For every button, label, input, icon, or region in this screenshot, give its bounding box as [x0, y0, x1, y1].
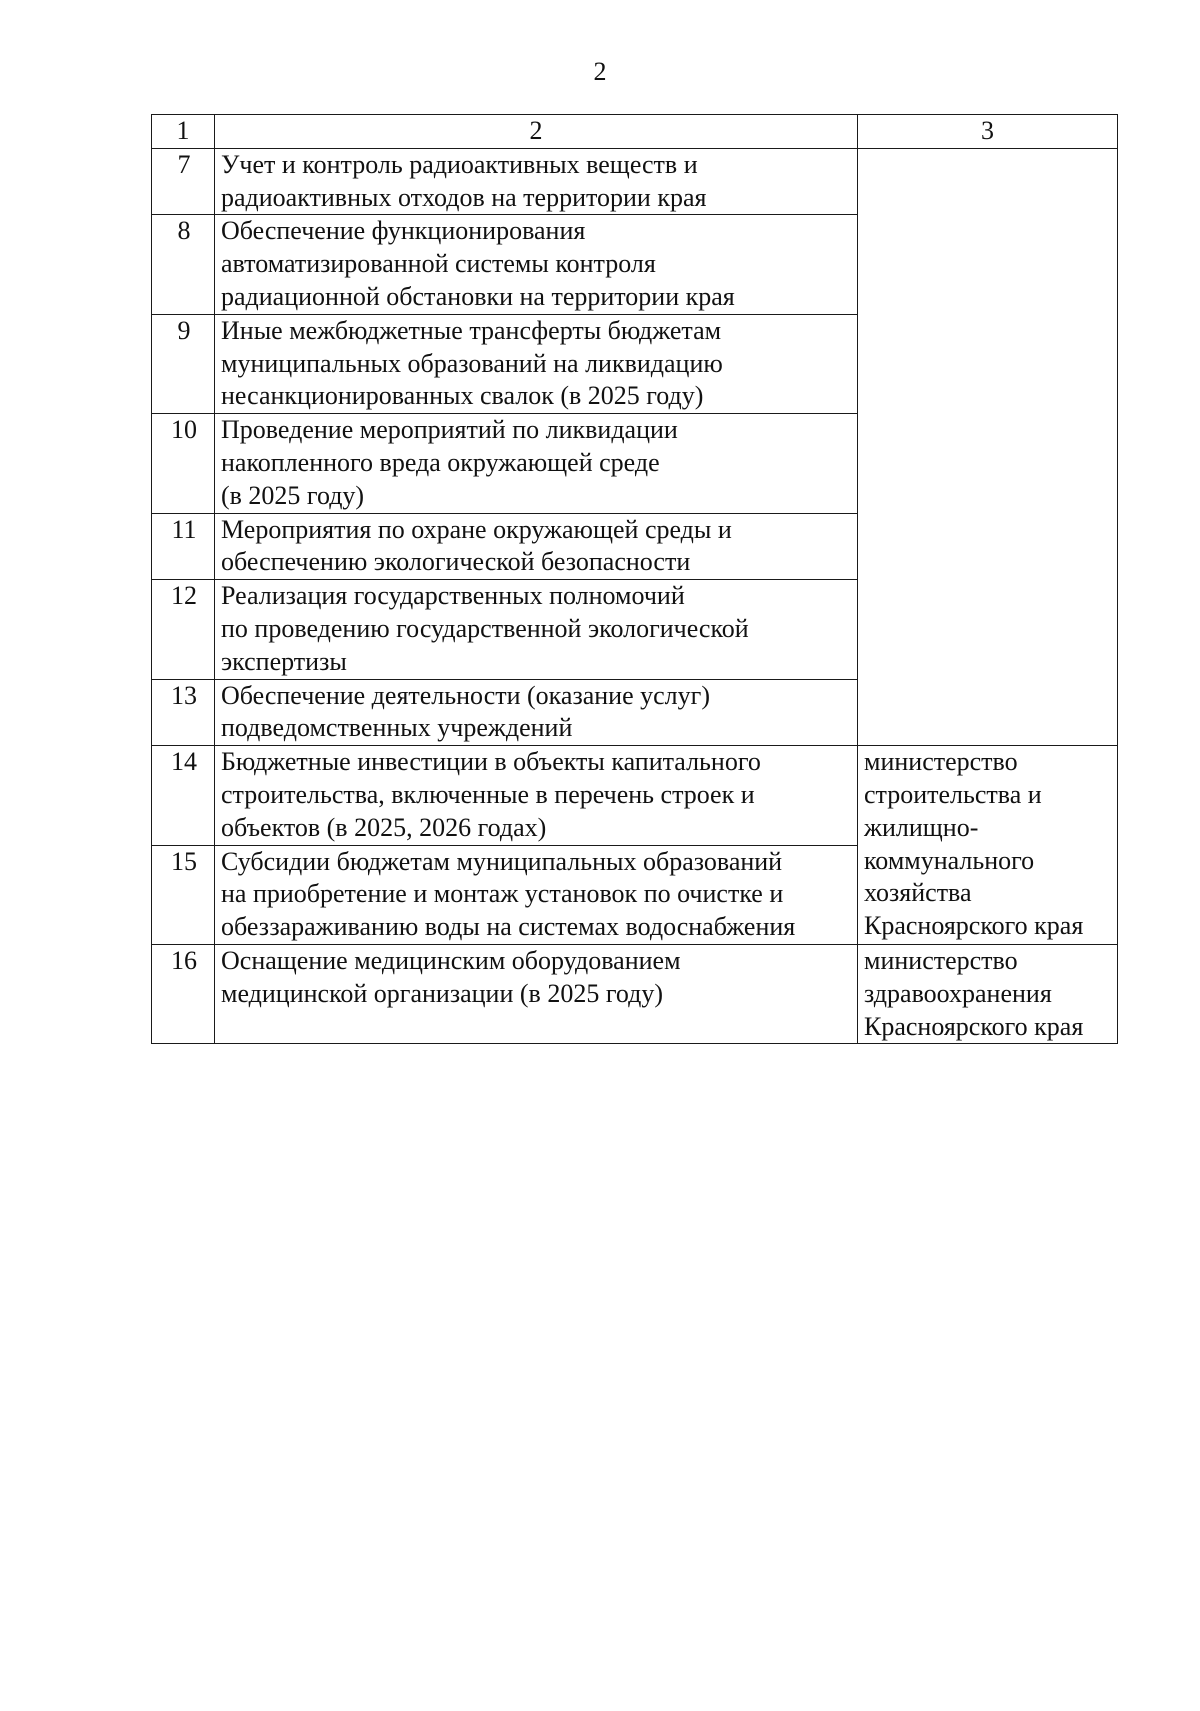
description-line: Оснащение медицинским оборудованием — [221, 945, 681, 975]
description-line: Обеспечение функционирования — [221, 216, 586, 246]
row-description — [215, 845, 858, 944]
description-line: автоматизированной системы контроля — [221, 249, 656, 279]
description-line: строительства, включенные в перечень строек и — [221, 779, 755, 809]
row-number: 8 — [152, 215, 215, 314]
responsible-line: Красноярского края — [864, 911, 1084, 941]
responsible-line: министерство — [864, 747, 1018, 777]
document-table — [151, 114, 1118, 1044]
table-row — [152, 746, 1118, 845]
column-header-3: 3 — [858, 115, 1118, 149]
page-number: 2 — [593, 57, 607, 86]
table-row — [152, 148, 1118, 215]
description-line: Субсидии бюджетам муниципальных образований — [221, 846, 783, 876]
row-number: 10 — [152, 414, 215, 513]
description-line: на приобретение и монтаж установок по очистке и — [221, 879, 784, 909]
responsible-ministry-construction — [858, 746, 1118, 945]
responsible-cell-empty — [858, 148, 1118, 745]
description-line: Бюджетные инвестиции в объекты капитального — [221, 747, 761, 777]
row-description — [215, 215, 858, 314]
row-number: 14 — [152, 746, 215, 845]
description-line: Реализация государственных полномочий — [221, 581, 685, 611]
description-line: Проведение мероприятий по ликвидации — [221, 415, 678, 445]
row-description — [215, 580, 858, 679]
description-line: Мероприятия по охране окружающей среды и — [221, 514, 732, 544]
responsible-line: Красноярского края — [864, 1011, 1084, 1041]
responsible-line: жилищно- — [864, 812, 979, 842]
responsible-line: здравоохранения — [864, 978, 1052, 1008]
row-number: 7 — [152, 148, 215, 215]
table-header-row — [152, 115, 1118, 149]
description-line: Иные межбюджетные трансферты бюджетам — [221, 315, 722, 345]
row-number: 15 — [152, 845, 215, 944]
row-description — [215, 414, 858, 513]
responsible-line: коммунального — [864, 845, 1035, 875]
description-line: экспертизы — [221, 646, 347, 676]
row-number: 11 — [152, 513, 215, 580]
description-line: Учет и контроль радиоактивных веществ и — [221, 149, 698, 179]
column-header-2: 2 — [215, 115, 858, 149]
description-line: накопленного вреда окружающей среде — [221, 447, 660, 477]
row-number: 12 — [152, 580, 215, 679]
description-line: муниципальных образований на ликвидацию — [221, 348, 723, 378]
row-description — [215, 746, 858, 845]
row-description — [215, 513, 858, 580]
description-line: (в 2025 году) — [221, 480, 365, 510]
description-line: объектов (в 2025, 2026 годах) — [221, 812, 547, 842]
description-line: обеззараживанию воды на системах водоснабжения — [221, 912, 796, 942]
table-row — [152, 944, 1118, 1043]
column-header-1: 1 — [152, 115, 215, 149]
row-number: 16 — [152, 944, 215, 1043]
description-line: несанкционированных свалок (в 2025 году) — [221, 381, 704, 411]
responsible-line: хозяйства — [864, 878, 972, 908]
row-number: 9 — [152, 314, 215, 413]
description-line: радиоактивных отходов на территории края — [221, 182, 707, 212]
description-line: медицинской организации (в 2025 году) — [221, 978, 663, 1008]
description-line: обеспечению экологической безопасности — [221, 547, 691, 577]
row-description — [215, 679, 858, 746]
responsible-line: строительства и — [864, 779, 1042, 809]
row-description — [215, 148, 858, 215]
description-line: по проведению государственной экологической — [221, 613, 749, 643]
row-description — [215, 314, 858, 413]
description-line: Обеспечение деятельности (оказание услуг) — [221, 680, 710, 710]
description-line: радиационной обстановки на территории края — [221, 281, 735, 311]
description-line: подведомственных учреждений — [221, 713, 573, 743]
row-number: 13 — [152, 679, 215, 746]
responsible-ministry-health — [858, 944, 1118, 1043]
responsible-line: министерство — [864, 945, 1018, 975]
row-description — [215, 944, 858, 1043]
